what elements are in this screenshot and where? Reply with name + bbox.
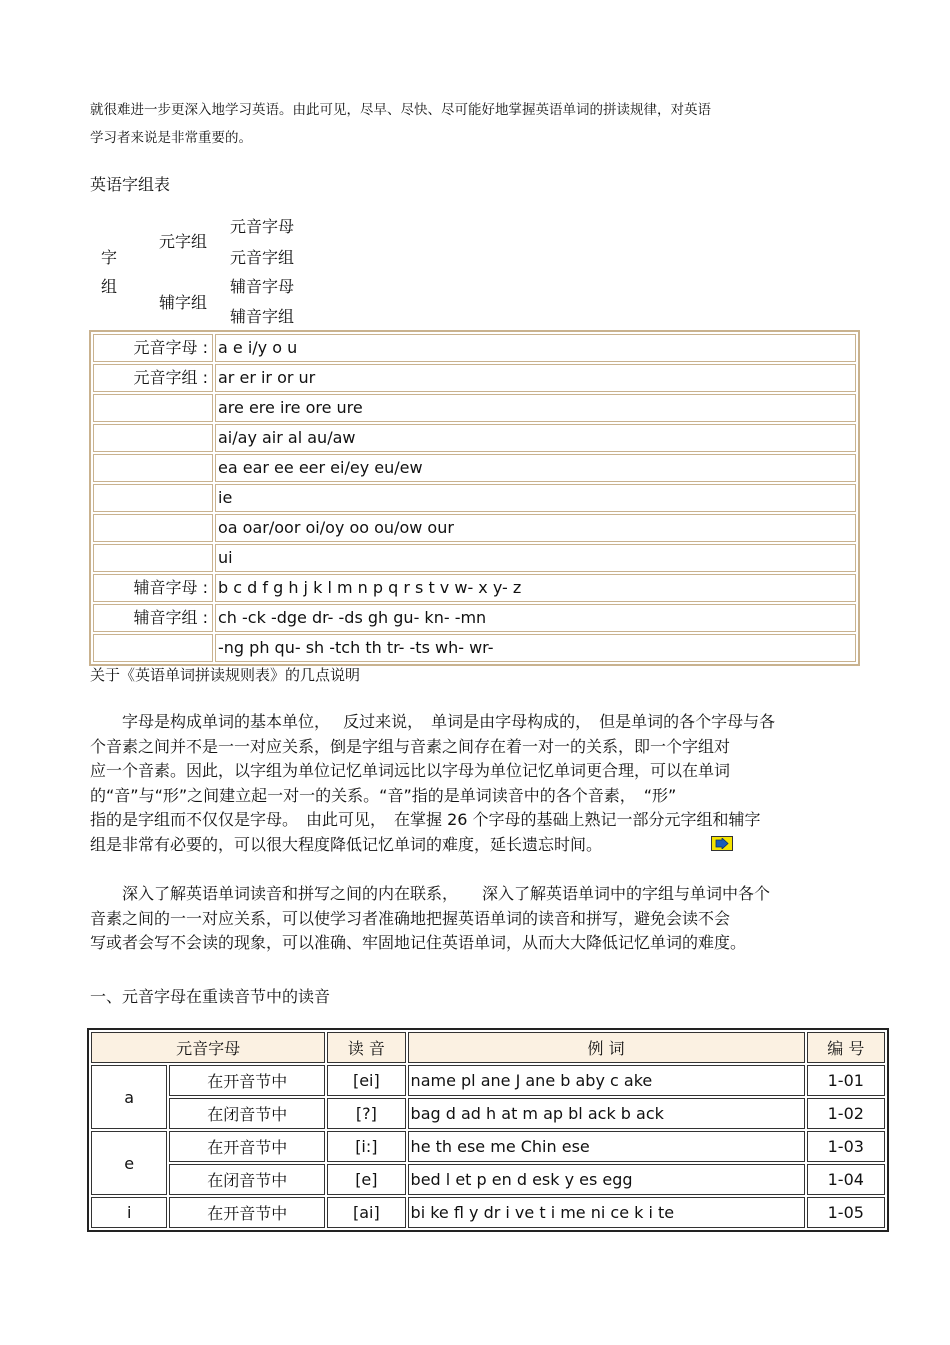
paragraph-line: 指的是字组而不仅仅是字母。 由此可见， 在掌握 26 个字母的基础上熟记一部分元字组和辅字	[90, 810, 761, 830]
entry-number: 1-02	[807, 1098, 885, 1129]
table-row	[93, 484, 856, 512]
section-title: 英语字组表	[90, 175, 171, 194]
row-label	[93, 484, 213, 512]
row-value: ai/ay air al au/aw	[215, 424, 856, 452]
entry-number: 1-05	[807, 1197, 885, 1228]
entry-number: 1-01	[807, 1065, 885, 1096]
phonetic: [?]	[327, 1098, 405, 1129]
row-label	[93, 544, 213, 572]
paragraph-line: 字母是构成单词的基本单位， 反过来说， 单词是由字母构成的， 但是单词的各个字母与各	[90, 712, 776, 731]
entry-number: 1-03	[807, 1131, 885, 1162]
row-value: ch -ck -dge dr- -ds gh gu- kn- -mn	[215, 604, 856, 632]
row-label	[93, 514, 213, 542]
row-value: are ere ire ore ure	[215, 394, 856, 422]
syllable-type: 在闭音节中	[169, 1164, 325, 1195]
tree-root-char2: 组	[101, 277, 118, 296]
paragraph-line: 个音素之间并不是一一对应关系，倒是字组与音素之间存在着一对一的关系，即一个字组对	[90, 736, 731, 756]
table-row	[91, 1098, 885, 1129]
phonetic: [ei]	[327, 1065, 405, 1096]
tree-vowel-group: 元字组	[159, 232, 208, 251]
paragraph-line: 的“音”与“形”之间建立起一对一的关系。“音”指的是单词读音中的各个音素， “形”	[90, 785, 677, 805]
table-row	[93, 544, 856, 572]
table-row	[93, 604, 856, 632]
paragraph-line: 深入了解英语单词读音和拼写之间的内在联系， 深入了解英语单词中的字组与单词中各个	[90, 884, 771, 903]
arrow-right-icon[interactable]	[711, 836, 733, 851]
table-row	[93, 394, 856, 422]
syllable-type: 在开音节中	[169, 1065, 325, 1096]
paragraph-line: 写或者会写不会读的现象，可以准确、牢固地记住英语单词，从而大大降低记忆单词的难度。	[90, 933, 747, 953]
table-row	[93, 424, 856, 452]
intro-line-1: 就很难进一步更深入地学习英语。由此可见，尽早、尽快、尽可能好地掌握英语单词的拼读规律，对英语	[90, 102, 711, 118]
table-row	[93, 574, 856, 602]
phonetic: [e]	[327, 1164, 405, 1195]
table-row	[93, 454, 856, 482]
tree-leaf-vowel-letter: 元音字母	[230, 217, 295, 236]
letter-group-table	[89, 330, 860, 666]
row-label: 辅音字母 :	[93, 574, 213, 602]
tree-leaf-consonant-group: 辅音字组	[230, 307, 295, 326]
paragraph-1	[90, 710, 775, 858]
row-value: ar er ir or ur	[215, 364, 856, 392]
table-row	[93, 514, 856, 542]
section2-title: 一、元音字母在重读音节中的读音	[90, 987, 331, 1006]
entry-number: 1-04	[807, 1164, 885, 1195]
row-label: 元音字母 :	[93, 334, 213, 362]
row-value: -ng ph qu- sh -tch th tr- -ts wh- wr-	[215, 634, 856, 662]
header-letter: 元音字母	[91, 1032, 325, 1063]
row-label	[93, 454, 213, 482]
syllable-type: 在闭音节中	[169, 1098, 325, 1129]
row-value: b c d f g h j k l m n p q r s t v w- x y- z	[215, 574, 856, 602]
notes-title: 关于《英语单词拼读规则表》的几点说明	[90, 666, 361, 684]
tree-consonant-group: 辅字组	[159, 293, 208, 312]
header-number: 编 号	[807, 1032, 885, 1063]
syllable-type: 在开音节中	[169, 1197, 325, 1228]
header-examples: 例 词	[408, 1032, 805, 1063]
paragraph-2	[90, 882, 770, 956]
arrow-glyph	[715, 838, 729, 849]
example-words: name pl ane J ane b aby c ake	[408, 1065, 805, 1096]
row-label	[93, 424, 213, 452]
paragraph-line: 应一个音素。因此，以字组为单位记忆单词远比以字母为单位记忆单词更合理，可以在单词	[90, 761, 731, 781]
phonetic: [ai]	[327, 1197, 405, 1228]
table-row	[91, 1131, 885, 1162]
tree-root-char1: 字	[101, 248, 118, 267]
row-label: 元音字组 :	[93, 364, 213, 392]
row-value: ea ear ee eer ei/ey eu/ew	[215, 454, 856, 482]
row-value: a e i/y o u	[215, 334, 856, 362]
table-row	[93, 334, 856, 362]
example-words: he th ese me Chin ese	[408, 1131, 805, 1162]
table-row	[91, 1164, 885, 1195]
row-label	[93, 634, 213, 662]
row-label	[93, 394, 213, 422]
row-value: ui	[215, 544, 856, 572]
vowel-letter: a	[91, 1065, 167, 1129]
vowel-letter: e	[91, 1131, 167, 1195]
tree-leaf-vowel-group: 元音字组	[230, 248, 295, 267]
intro-line-2: 学习者来说是非常重要的。	[90, 130, 252, 146]
example-words: bed l et p en d esk y es egg	[408, 1164, 805, 1195]
row-value: ie	[215, 484, 856, 512]
example-words: bag d ad h at m ap bl ack b ack	[408, 1098, 805, 1129]
paragraph-line: 组是非常有必要的，可以很大程度降低记忆单词的难度，延长遗忘时间。	[90, 834, 603, 854]
syllable-type: 在开音节中	[169, 1131, 325, 1162]
row-label: 辅音字组 :	[93, 604, 213, 632]
table-row	[91, 1065, 885, 1096]
row-value: oa oar/oor oi/oy oo ou/ow our	[215, 514, 856, 542]
phonetic: [i:]	[327, 1131, 405, 1162]
table-row	[93, 364, 856, 392]
table-row	[91, 1197, 885, 1228]
paragraph-line: 音素之间的一一对应关系，可以使学习者准确地把握英语单词的读音和拼写，避免会读不会	[90, 908, 731, 928]
vowel-letter: i	[91, 1197, 167, 1228]
tree-leaf-consonant-letter: 辅音字母	[230, 277, 295, 296]
example-words: bi ke fl y dr i ve t i me ni ce k i te	[408, 1197, 805, 1228]
table-header-row	[91, 1032, 885, 1063]
header-sound: 读 音	[327, 1032, 405, 1063]
vowel-pronunciation-table	[87, 1028, 889, 1232]
table-row	[93, 634, 856, 662]
